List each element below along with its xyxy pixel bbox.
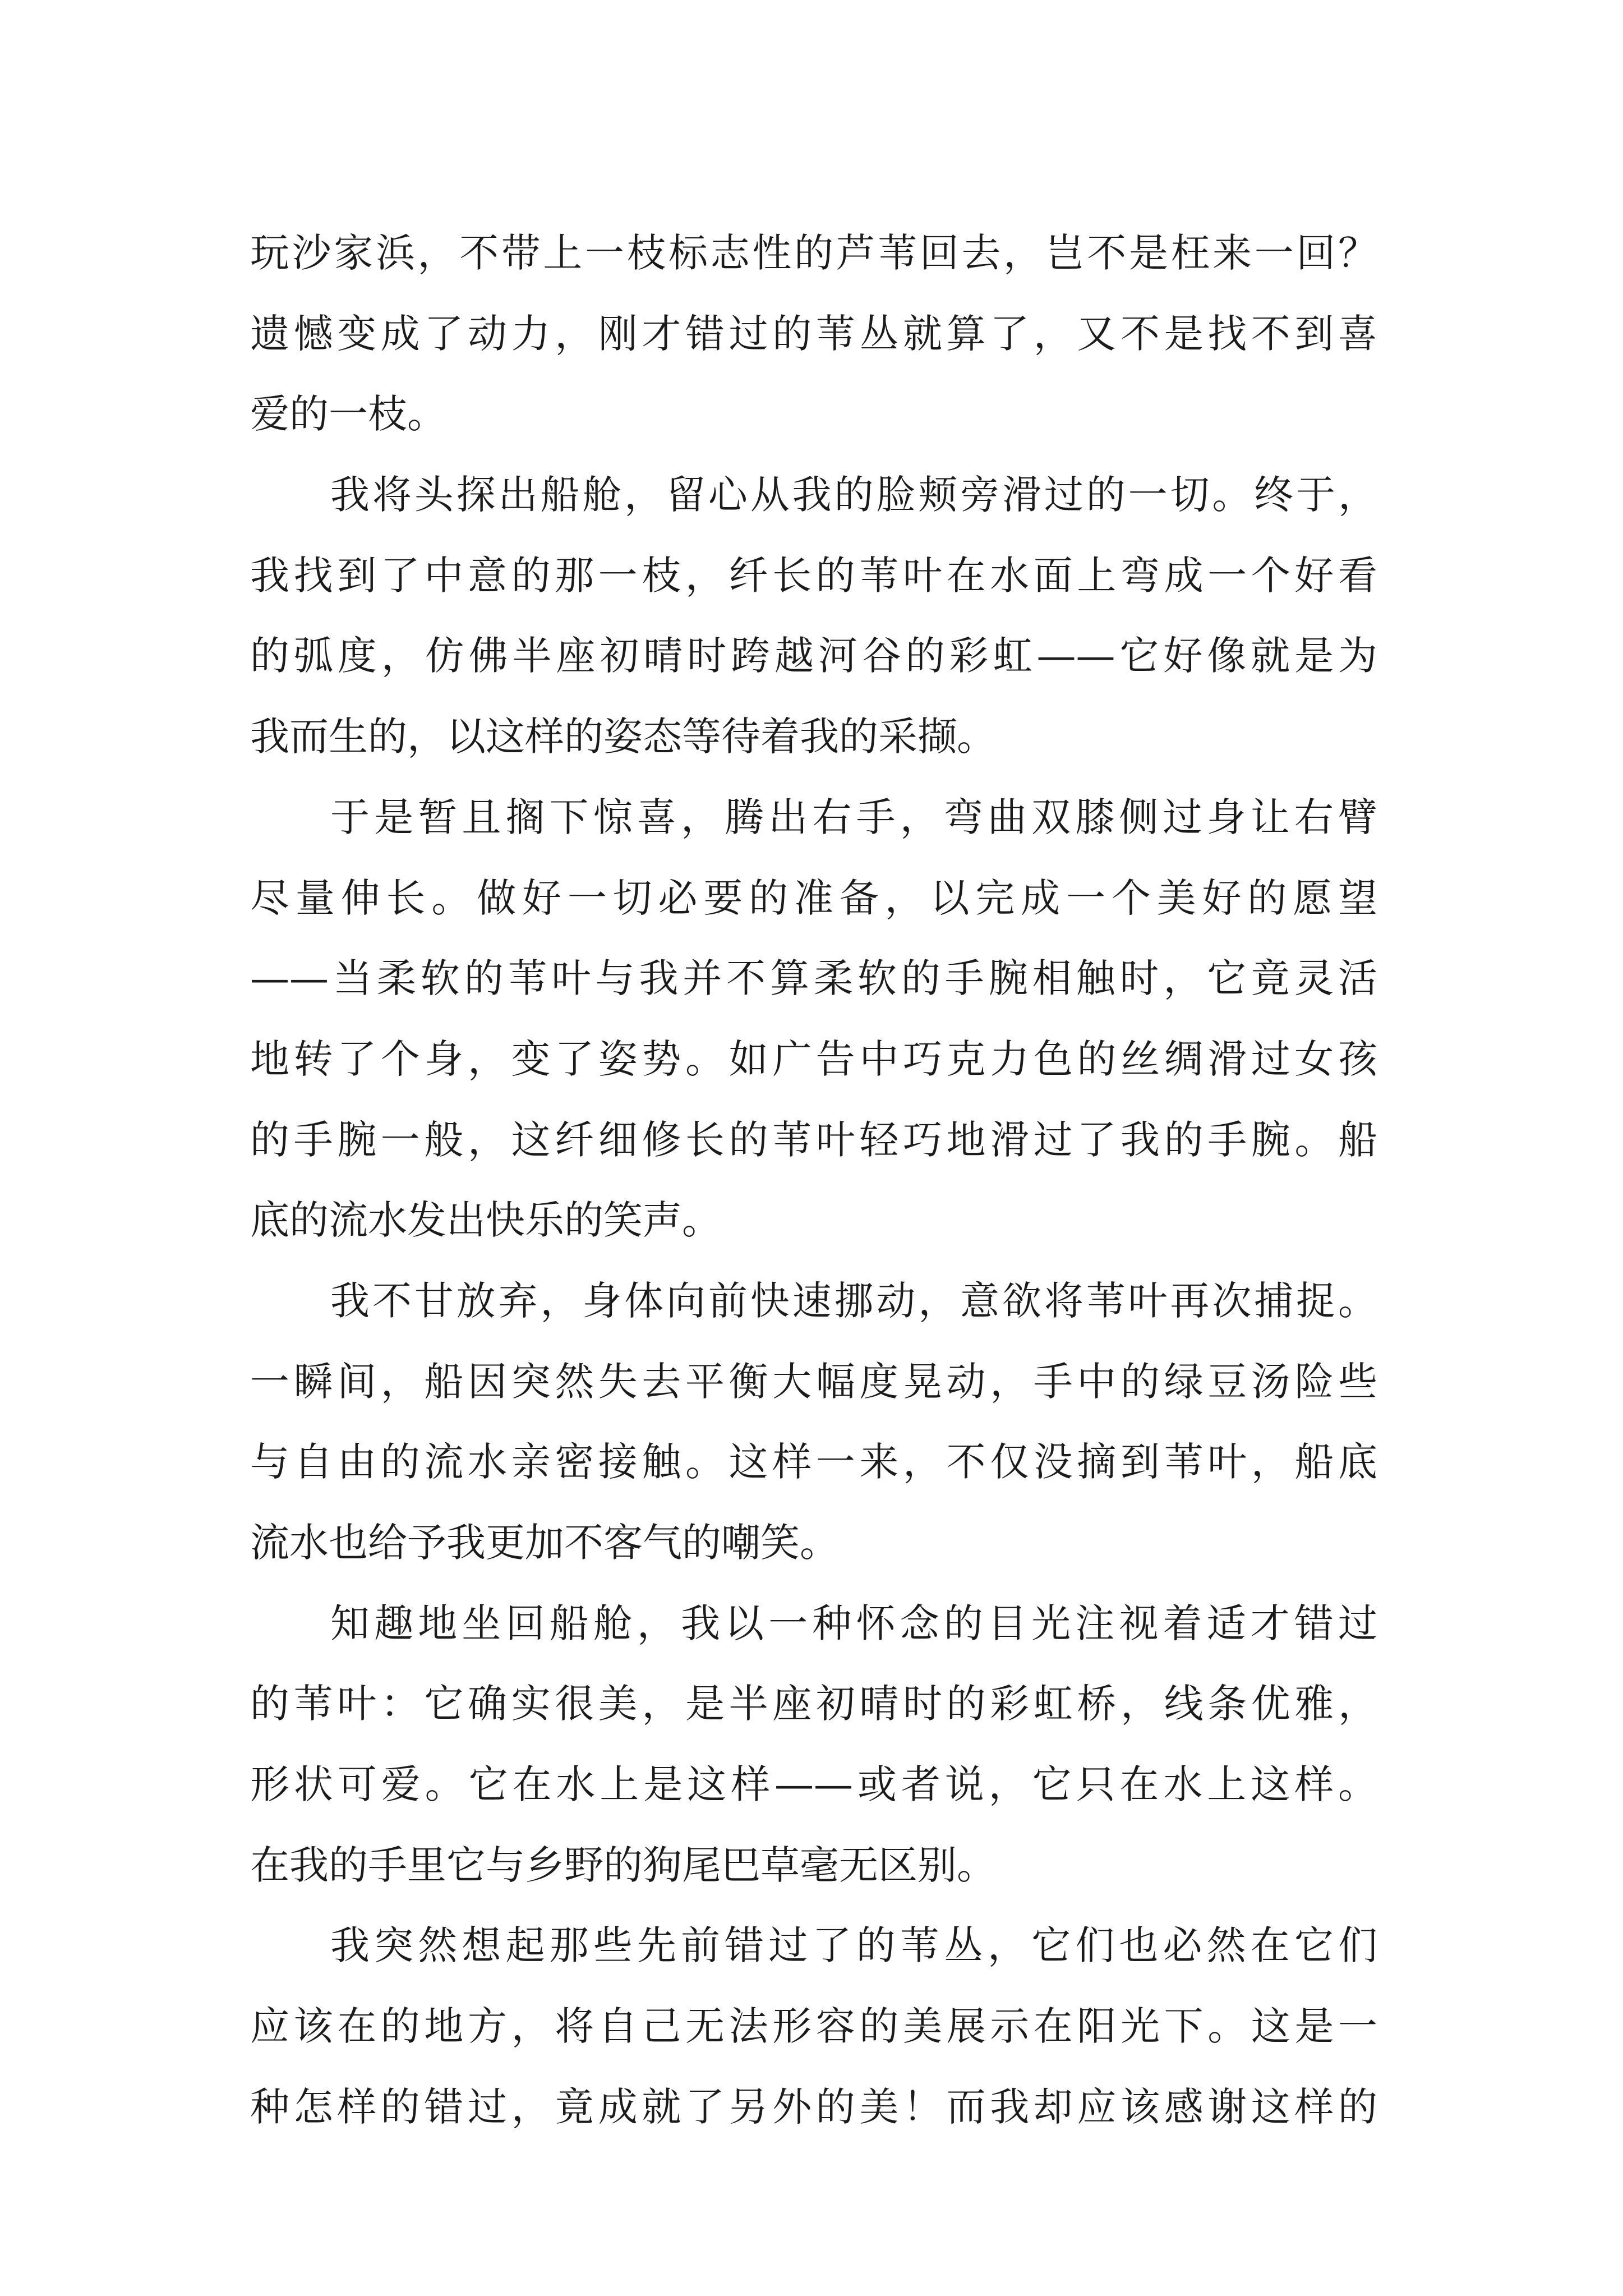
text-line: 一瞬间，船因突然失去平衡大幅度晃动，手中的绿豆汤险些	[250, 1358, 1377, 1405]
paragraph-4	[250, 1261, 1377, 1584]
text-line: 尽量伸长。做好一切必要的准备，以完成一个美好的愿望	[250, 875, 1377, 921]
paragraph-3	[250, 777, 1377, 1261]
text-line: ——当柔软的苇叶与我并不算柔软的手腕相触时，它竟灵活	[250, 955, 1377, 1002]
text-line: 底的流水发出快乐的笑声。	[250, 1197, 721, 1244]
text-line: 的弧度，仿佛半座初晴时跨越河谷的彩虹——它好像就是为	[250, 633, 1377, 679]
body-text	[250, 213, 1377, 2148]
paragraph-2	[250, 455, 1377, 777]
text-line: 在我的手里它与乡野的狗尾巴草毫无区别。	[250, 1842, 996, 1888]
text-line: 种怎样的错过，竟成就了另外的美！而我却应该感谢这样的	[250, 2083, 1377, 2130]
text-line: 玩沙家浜，不带上一枝标志性的芦苇回去，岂不是枉来一回？	[250, 230, 1377, 276]
text-line: 的手腕一般，这纤细修长的苇叶轻巧地滑过了我的手腕。船	[250, 1116, 1377, 1163]
text-line: 知趣地坐回船舱，我以一种怀念的目光注视着适才错过	[330, 1600, 1377, 1646]
text-line: 形状可爱。它在水上是这样——或者说，它只在水上这样。	[250, 1761, 1377, 1808]
text-line: 爱的一枝。	[250, 391, 446, 438]
text-line: 地转了个身，变了姿势。如广告中巧克力色的丝绸滑过女孩	[250, 1036, 1377, 1082]
text-line: 遗憾变成了动力，刚才错过的苇丛就算了，又不是找不到喜	[250, 310, 1377, 357]
text-line: 我找到了中意的那一枝，纤长的苇叶在水面上弯成一个好看	[250, 552, 1377, 599]
text-line: 我而生的，以这样的姿态等待着我的采撷。	[250, 714, 996, 760]
paragraph-1	[250, 213, 1377, 455]
text-line: 于是暂且搁下惊喜，腾出右手，弯曲双膝侧过身让右臂	[330, 794, 1377, 840]
text-line: 的苇叶：它确实很美，是半座初晴时的彩虹桥，线条优雅，	[250, 1681, 1377, 1727]
text-line: 我突然想起那些先前错过了的苇丛，它们也必然在它们	[330, 1922, 1377, 1969]
text-line: 我不甘放弃，身体向前快速挪动，意欲将苇叶再次捕捉。	[330, 1277, 1377, 1324]
text-line: 应该在的地方，将自己无法形容的美展示在阳光下。这是一	[250, 2003, 1377, 2050]
text-line: 我将头探出船舱，留心从我的脸颊旁滑过的一切。终于，	[330, 472, 1377, 518]
text-line: 流水也给予我更加不客气的嘲笑。	[250, 1520, 839, 1566]
paragraph-5	[250, 1584, 1377, 1906]
paragraph-6	[250, 1906, 1377, 2147]
text-line: 与自由的流水亲密接触。这样一来，不仅没摘到苇叶，船底	[250, 1439, 1377, 1485]
